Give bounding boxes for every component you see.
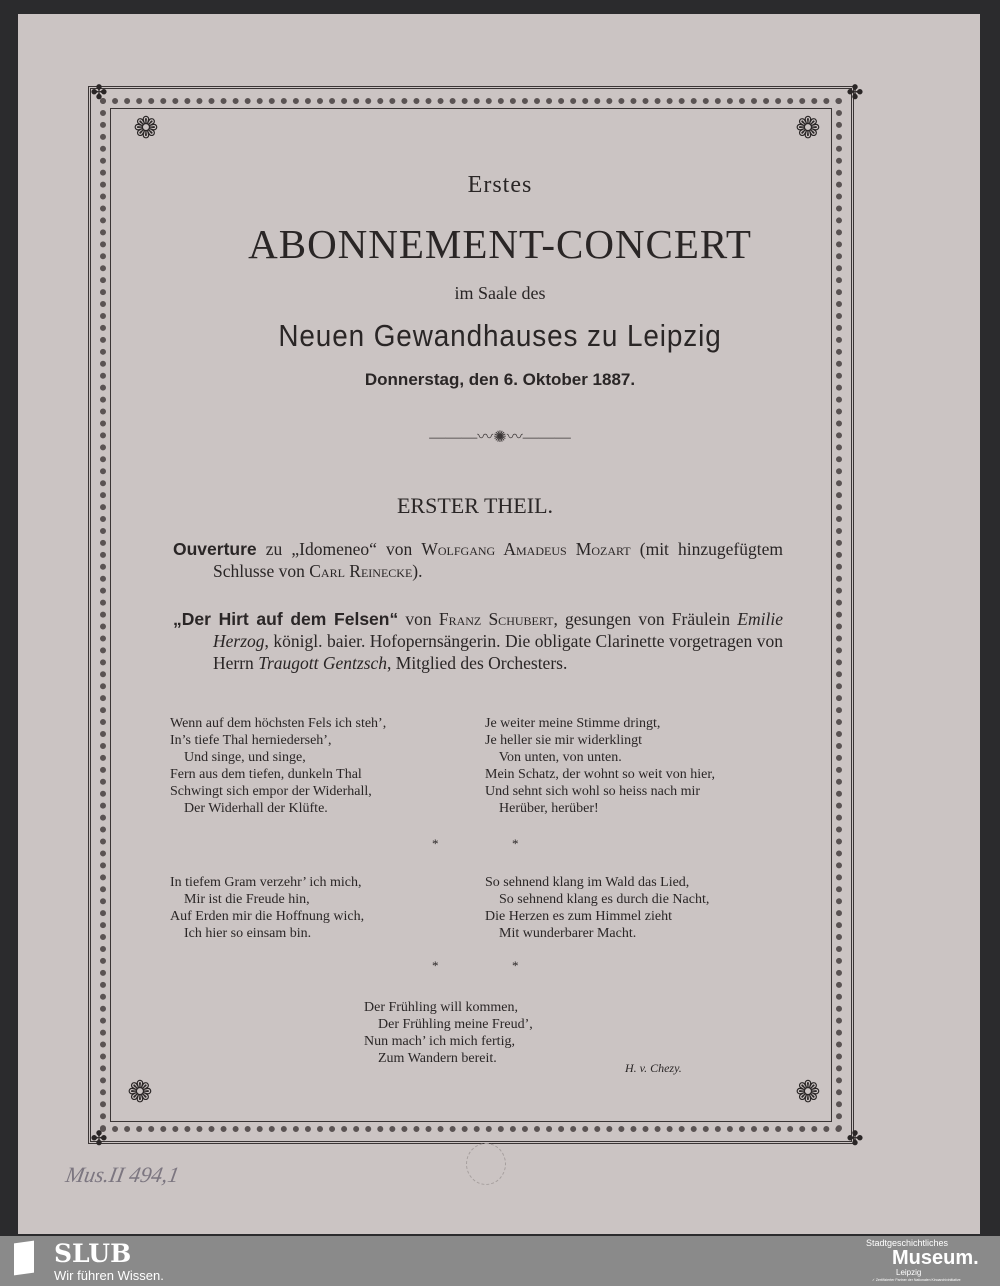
rosette-icon: ❁ <box>133 112 159 145</box>
rosette-icon: ❁ <box>127 1076 153 1109</box>
museum-partner-note: ✓ Zertifizierter Partner der Nationalen Kinoarchivinitiative <box>872 1278 961 1282</box>
poem-line: Wenn auf dem höchsten Fels ich steh’, <box>170 716 387 731</box>
poem-line: Und singe, und singe, <box>170 750 306 765</box>
poem-line: Und sehnt sich wohl so heiss nach mir <box>485 784 701 799</box>
program-item <box>173 538 783 582</box>
poem-line: So sehnend klang es durch die Nacht, <box>485 892 710 907</box>
poem-line: Herüber, herüber! <box>485 801 599 816</box>
poem-line: So sehnend klang im Wald das Lied, <box>485 875 690 890</box>
composer: Carl Reinecke <box>309 561 413 581</box>
piece-title: „Der Hirt auf dem Felsen“ <box>173 609 399 629</box>
museum-city: Leipzig <box>896 1268 922 1277</box>
corner-ornament-icon: ✤ <box>846 82 864 104</box>
rosette-icon: ❁ <box>795 1076 821 1109</box>
poem-line: Fern aus dem tiefen, dunkeln Thal <box>170 767 362 782</box>
poem-line: Der Frühling meine Freud’, <box>364 1017 533 1032</box>
poem-line: Zum Wandern bereit. <box>364 1051 497 1066</box>
poem-stanza <box>170 715 386 817</box>
text: , Mitglied des Orchesters. <box>387 653 568 673</box>
handwritten-shelfmark: Mus.II 494,1 <box>63 1162 182 1187</box>
poem-line: Schwingt sich empor der Widerhall, <box>170 784 372 799</box>
performer: Emilie Herzog <box>213 609 783 651</box>
performer: Traugott Gentzsch <box>258 653 388 673</box>
poem-stanza <box>170 874 364 942</box>
museum-logo: Museum. <box>892 1247 979 1269</box>
poem-line: Der Frühling will kommen, <box>364 1000 518 1015</box>
poem-author: H. v. Chezy. <box>625 1061 682 1075</box>
composer: Wolfgang Amadeus Mozart <box>421 539 631 559</box>
text: zu „Idomeneo“ von <box>256 539 422 559</box>
poem-line: Mein Schatz, der wohnt so weit von hier, <box>485 767 716 782</box>
section-heading: ERSTER THEIL. <box>396 493 554 518</box>
text: , königl. baier. Hofopernsängerin. Die obligate Clarinette vorgetragen von Herrn <box>213 631 783 673</box>
slub-logo: SLUB <box>54 1239 132 1268</box>
venue: Neuen Gewandhauses zu Leipzig <box>278 318 722 353</box>
poem-line: Ich hier so einsam bin. <box>170 926 312 941</box>
poem-line: In tiefem Gram verzehr’ ich mich, <box>170 875 362 890</box>
poem-line: Die Herzen es zum Himmel zieht <box>485 909 672 924</box>
poem-line: Der Widerhall der Klüfte. <box>170 801 328 816</box>
poem-line: In’s tiefe Thal herniederseh’, <box>170 733 332 748</box>
header-line: im Saale des <box>454 283 546 303</box>
asterism: * <box>512 958 519 973</box>
composer: Franz Schubert <box>438 609 554 629</box>
text: , gesungen von Fräulein <box>553 609 738 629</box>
poem-line: Je heller sie mir widerklingt <box>485 733 643 748</box>
concert-title: ABONNEMENT-CONCERT <box>248 221 752 267</box>
asterism: * <box>432 836 439 851</box>
divider-ornament-icon: ―――〰✺〰――― <box>429 429 571 446</box>
corner-ornament-icon: ✤ <box>846 1128 864 1150</box>
poem-line: Nun mach’ ich mich fertig, <box>364 1034 515 1049</box>
program-item <box>173 608 783 674</box>
library-stamp <box>466 1143 506 1185</box>
header-line: Erstes <box>467 172 533 198</box>
museum-label: Stadtgeschichtliches <box>866 1238 949 1248</box>
asterism: * <box>432 958 439 973</box>
concert-date: Donnerstag, den 6. Oktober 1887. <box>364 370 636 389</box>
poem-stanza <box>485 874 709 942</box>
text: ). <box>412 561 423 581</box>
text: von <box>398 609 439 629</box>
poem-line: Von unten, von unten. <box>485 750 622 765</box>
book-logo-icon <box>14 1241 34 1276</box>
poem-line: Je weiter meine Stimme dringt, <box>485 716 661 731</box>
corner-ornament-icon: ✤ <box>90 1128 108 1150</box>
poem-stanza <box>485 715 715 817</box>
piece-title: Ouverture <box>173 539 257 559</box>
rosette-icon: ❁ <box>795 112 821 145</box>
slub-tagline: Wir führen Wissen. <box>54 1268 164 1283</box>
text: (mit hinzugefügtem Schlusse von <box>213 539 783 581</box>
poem-line: Mit wunderbarer Macht. <box>485 926 637 941</box>
asterism: * <box>512 836 519 851</box>
poem-line: Auf Erden mir die Hoffnung wich, <box>170 909 365 924</box>
footer-bar <box>0 1236 1000 1286</box>
poem-stanza <box>364 999 533 1067</box>
poem-line: Mir ist die Freude hin, <box>170 892 310 907</box>
corner-ornament-icon: ✤ <box>90 82 108 104</box>
